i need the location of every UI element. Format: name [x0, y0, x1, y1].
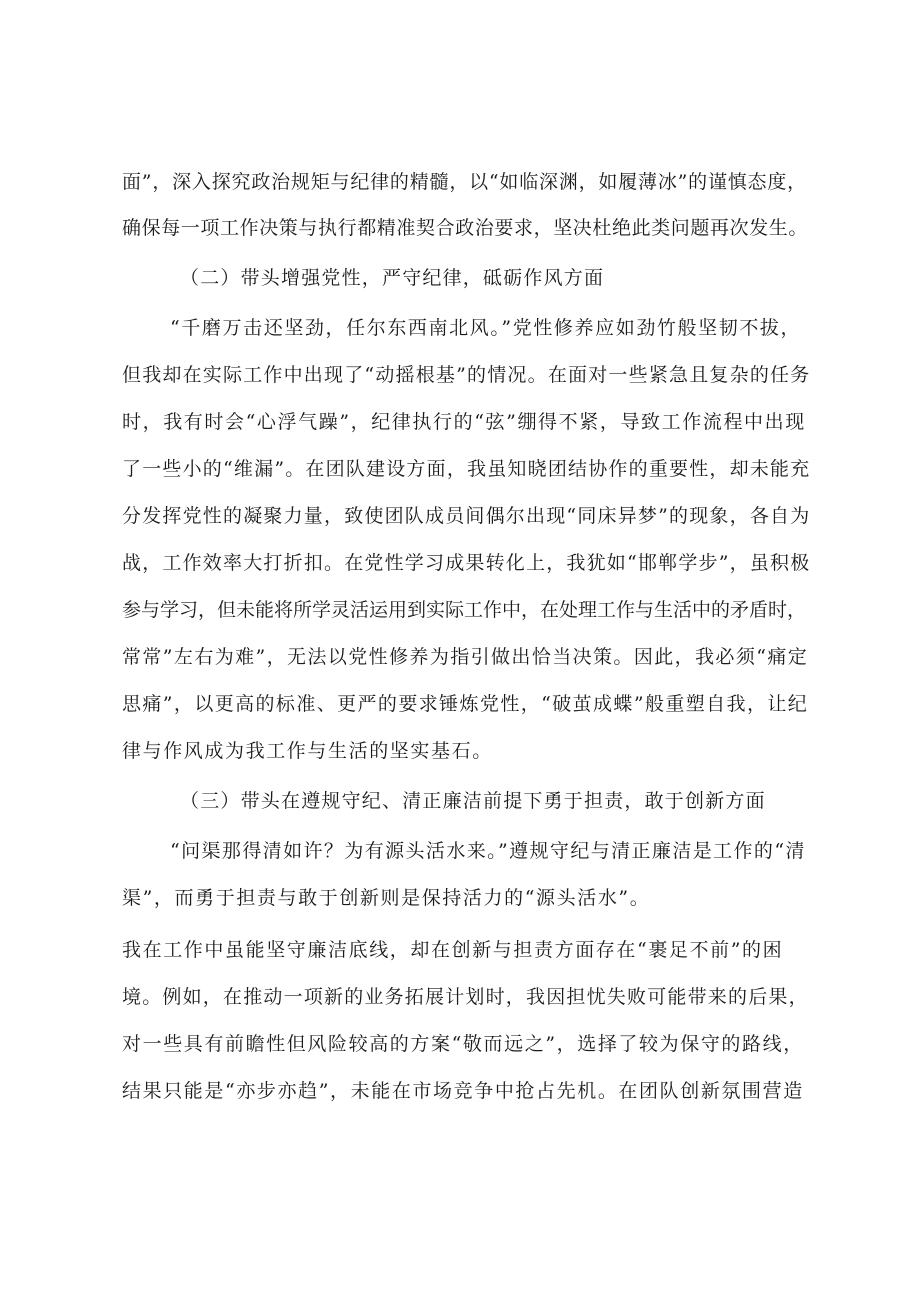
body-line: 常常”左右为难”，无法以党性修养为指引做出恰当决策。因此，我必须“痛定 — [122, 646, 809, 668]
body-line: 对一些具有前瞻性但风险较高的方案“敬而远之”，选择了较为保守的路线， — [122, 1033, 804, 1055]
body-line: 结果只能是“亦步亦趋”，未能在市场竞争中抢占先机。在团队创新氛围营造 — [122, 1080, 804, 1102]
body-line: 我在工作中虽能坚守廉洁底线，却在创新与担责方面存在“裹足不前”的困 — [122, 939, 784, 961]
body-line: “千磨万击还坚劲，任尔东西南北风。”党性修养应如劲竹般坚韧不拔， — [170, 317, 802, 339]
body-line: 战，工作效率大打折扣。在党性学习成果转化上，我犹如“邯郸学步”，虽积极 — [122, 552, 811, 574]
body-line: 分发挥党性的凝聚力量，致使团队成员间偶尔出现“同床异梦”的现象，各自为 — [122, 505, 811, 527]
body-line: 确保每一项工作决策与执行都精准契合政治要求，坚决杜绝此类问题再次发生。 — [122, 217, 809, 239]
body-line: 律与作风成为我工作与生活的坚实基石。 — [122, 740, 493, 762]
body-line: 了一些小的“维漏”。在团队建设方面，我虽知晓团结协作的重要性，却未能充 — [122, 458, 811, 480]
body-line: 面”，深入探究政治规矩与纪律的精髓，以“如临深渊，如履薄冰”的谨慎态度， — [122, 171, 807, 193]
body-line: 但我却在实际工作中出现了“动摇根基”的情况。在面对一些紧急且复杂的任务 — [122, 364, 811, 386]
body-line: 时，我有时会“心浮气躁”，纪律执行的“弦”绷得不紧，导致工作流程中出现 — [122, 411, 806, 433]
body-line: 境。例如，在推动一项新的业务拓展计划时，我因担忧失败可能带来的后果， — [122, 986, 809, 1008]
body-line: 思痛”，以更高的标准、更严的要求锤炼党性，“破茧成蝶”般重塑自我，让纪 — [122, 693, 809, 715]
body-line: “问渠那得清如许？为有源头活水来。”遵规守纪与清正廉洁是工作的“清 — [170, 840, 806, 862]
section-heading-2: （二）带头增强党性，严守纪律，砥砺作风方面 — [180, 267, 605, 289]
body-line: 参与学习，但未能将所学灵活运用到实际工作中，在处理工作与生活中的矛盾时， — [122, 599, 807, 621]
section-heading-3: （三）带头在遵规守纪、清正廉洁前提下勇于担责，敢于创新方面 — [180, 790, 766, 812]
body-line: 渠”，而勇于担责与敢于创新则是保持活力的“源头活水”。 — [122, 887, 651, 909]
